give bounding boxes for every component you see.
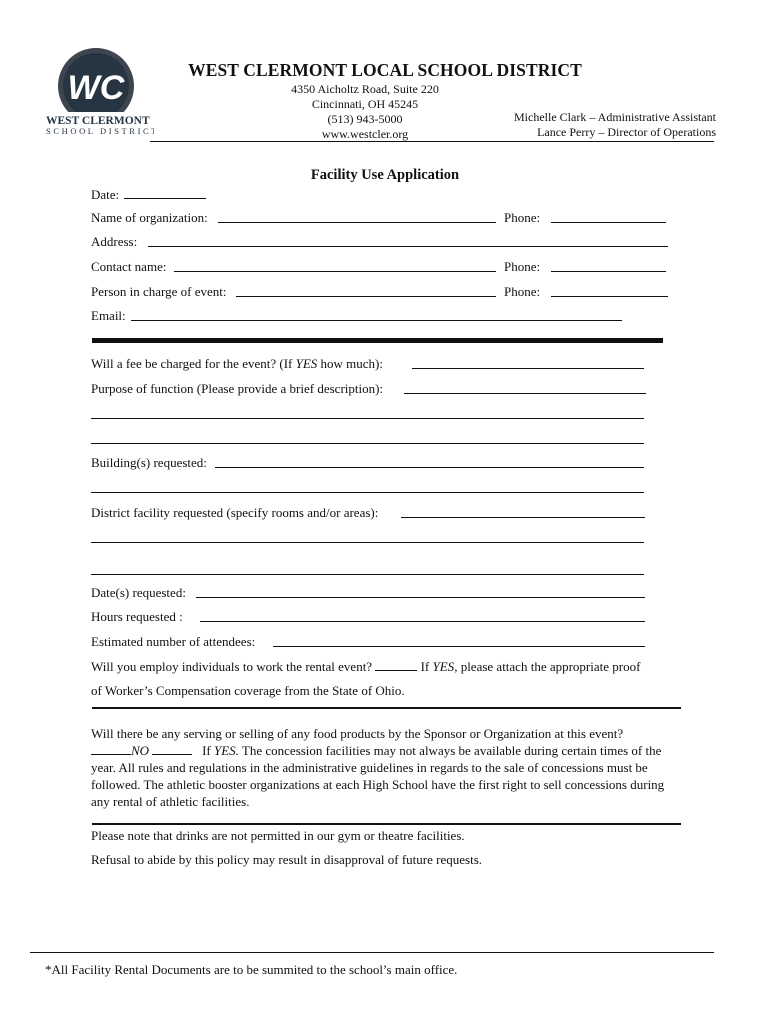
contact-blank[interactable] <box>174 259 496 272</box>
date-field[interactable] <box>91 186 206 203</box>
org-phone-blank[interactable] <box>551 210 666 223</box>
district-facility-label: District facility requested (specify rooms and/or areas): <box>91 505 379 520</box>
logo-initials: WC <box>67 69 125 107</box>
food-top-rule <box>92 707 681 709</box>
address-line-1: 4350 Aicholtz Road, Suite 220 <box>291 82 439 96</box>
employ-question: Will you employ individuals to work the rental event? If YES, please attach the appropriate proof <box>91 659 641 674</box>
person-blank[interactable] <box>236 284 496 297</box>
address-line-2: Cincinnati, OH 45245 <box>311 97 419 111</box>
district-name: WEST CLERMONT LOCAL SCHOOL DISTRICT <box>188 60 582 80</box>
dates-blank[interactable] <box>196 585 645 598</box>
drinks-note: Please note that drinks are not permitted in our gym or theatre facilities. <box>91 828 465 843</box>
purpose-blank-2[interactable] <box>91 406 644 419</box>
buildings-label: Building(s) requested: <box>91 455 207 470</box>
date-label: Date: <box>91 187 120 202</box>
food-bottom-rule <box>92 823 681 825</box>
person-phone-blank[interactable] <box>551 284 668 297</box>
org-label: Name of organization: <box>91 210 208 225</box>
header-rule <box>150 141 714 142</box>
section-divider <box>92 338 663 343</box>
district-website: www.westcler.org <box>321 127 409 141</box>
attendees-blank[interactable] <box>273 634 645 647</box>
email-blank[interactable] <box>131 308 622 321</box>
dates-label: Date(s) requested: <box>91 585 186 600</box>
contact-phone-blank[interactable] <box>551 259 666 272</box>
person-label: Person in charge of event: <box>91 284 227 299</box>
buildings-blank-2[interactable] <box>91 480 644 493</box>
food-no-blank-post[interactable] <box>152 742 192 755</box>
district-phone: (513) 943-5000 <box>327 112 403 126</box>
hours-blank[interactable] <box>200 609 645 622</box>
contact-phone-label: Phone: <box>504 259 541 274</box>
purpose-blank-3[interactable] <box>91 431 644 444</box>
food-no-blank-pre[interactable] <box>91 742 131 755</box>
hours-label: Hours requested : <box>91 609 183 624</box>
fee-blank[interactable] <box>412 356 644 369</box>
buildings-blank-1[interactable] <box>215 455 644 468</box>
date-blank[interactable] <box>124 186 206 199</box>
logo-name: WEST CLERMONT <box>46 115 150 127</box>
org-phone-label: Phone: <box>504 210 541 225</box>
food-paragraph: Will there be any serving or selling of any food products by the Sponsor or Organization at this event? NO If YES. The concession facilities may not always be available during certain times of the year. All rules and regulations in the administrative guidelines in regards to the sale of concessions must be followed. The athletic booster organizations at each High School have the first right to sell concessions during any rental of athletic facilities. <box>91 726 665 809</box>
footer-note: *All Facility Rental Documents are to be summited to the school’s main office. <box>45 962 458 977</box>
district-facility-blank-1[interactable] <box>401 505 645 518</box>
contact-label: Contact name: <box>91 259 167 274</box>
attendees-label: Estimated number of attendees: <box>91 634 256 649</box>
email-label: Email: <box>91 308 126 323</box>
address-label: Address: <box>91 234 138 249</box>
footer-rule <box>30 952 714 953</box>
employ-question-line2: of Worker’s Compensation coverage from the State of Ohio. <box>91 683 405 698</box>
refusal-note: Refusal to abide by this policy may result in disapproval of future requests. <box>91 852 482 867</box>
person-phone-label: Phone: <box>504 284 541 299</box>
district-facility-blank-2[interactable] <box>91 530 644 543</box>
district-facility-blank-3[interactable] <box>91 562 644 575</box>
purpose-label: Purpose of function (Please provide a brief description): <box>91 381 384 396</box>
employ-blank[interactable] <box>375 658 417 671</box>
staff-contact-2: Lance Perry – Director of Operations <box>537 125 716 139</box>
form-title: Facility Use Application <box>310 167 460 183</box>
staff-contact-1: Michelle Clark – Administrative Assistant <box>514 110 716 124</box>
fee-question: Will a fee be charged for the event? (If YES how much): <box>91 356 383 371</box>
logo-subtitle: SCHOOL DISTRICT <box>46 126 154 136</box>
address-blank[interactable] <box>148 234 668 247</box>
org-blank[interactable] <box>218 210 496 223</box>
purpose-blank-1[interactable] <box>404 381 646 394</box>
